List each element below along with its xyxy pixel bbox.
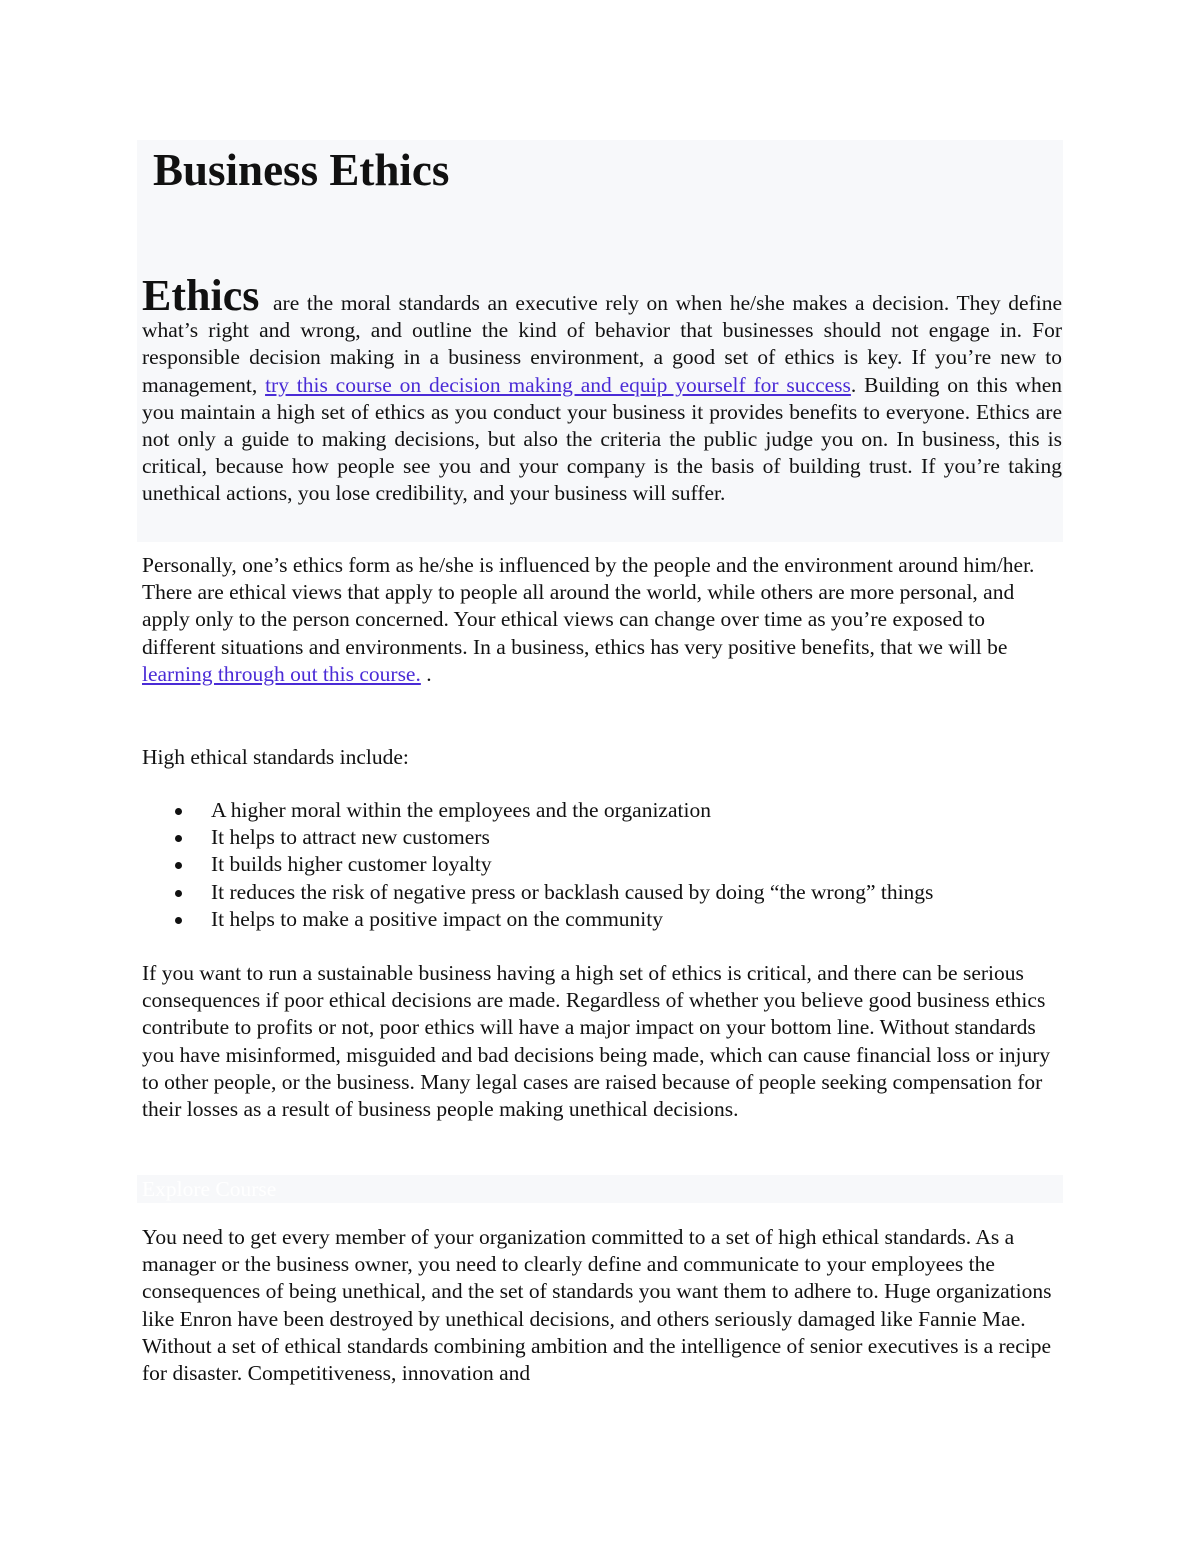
bullet-icon: [175, 917, 182, 924]
standards-list: [142, 797, 1062, 933]
sustainable-business-paragraph: If you want to run a sustainable business having a high set of ethics is critical, and there can be serious consequences if poor ethical decisions are made. Regardless of whether you believe good business ethics contribute to profits or not, poor ethics will have a major impact on your bottom line. Without standards you have misinformed, misguided and bad decisions being made, which can cause financial loss or injury to other people, or the business. Many legal cases are raised because of people seeking compensation for their losses as a result of business people making unethical decisions.: [142, 961, 1051, 1122]
course-learning-link[interactable]: learning through out this course.: [142, 661, 421, 686]
list-item: [142, 797, 1062, 824]
list-item: [142, 879, 1062, 906]
bullet-icon: [175, 890, 182, 897]
personal-ethics-text-end: .: [420, 661, 432, 686]
intro-lead-word: Ethics: [142, 271, 260, 320]
personal-ethics-text: Personally, one’s ethics form as he/she is influenced by the people and the environment around him/her. There are ethical views that apply to people all around the world, while others are more personal, and apply only to the person concerned. Your ethical views can change over time as you’re exposed to different situations and environments. In a business, ethics has very positive benefits, that we will be: [142, 553, 1035, 659]
intro-text-continued: . Building on this when you maintain a high set of ethics as you conduct your business it provides benefits to everyone. Ethics are not only a guide to making decisions, but also the criteria the public judge you on. In business, this is critical, because how people see you and your company is the basis of building trust. If you’re taking unethical actions, you lose credibility, and your business will suffer.: [142, 372, 1063, 506]
list-item-text: It builds higher customer loyalty: [211, 852, 492, 877]
list-item: [142, 824, 1062, 851]
bullet-icon: [175, 808, 182, 815]
bullet-icon: [175, 862, 182, 869]
list-intro: High ethical standards include:: [142, 745, 409, 769]
intro-paragraph: [142, 271, 1063, 508]
decision-making-course-link[interactable]: try this course on decision making and equip yourself for success: [265, 372, 851, 397]
commitment-paragraph: You need to get every member of your organization committed to a set of high ethical standards. As a manager or the business owner, you need to clearly define and communicate to your employees the consequences of being unethical, and the set of standards you want them to adhere to. Huge organizations like Enron have been destroyed by unethical decisions, and others seriously damaged like Fannie Mae. Without a set of ethical standards combining ambition and the intelligence of senior executives is a recipe for disaster. Competitiveness, innovation and: [142, 1225, 1052, 1386]
list-item-text: It helps to make a positive impact on the community: [211, 906, 664, 931]
list-item-text: It reduces the risk of negative press or backlash caused by doing “the wrong” things: [211, 879, 934, 904]
list-item-text: A higher moral within the employees and the organization: [211, 798, 711, 822]
bullet-icon: [175, 835, 182, 842]
list-item-text: It helps to attract new customers: [211, 825, 490, 850]
explore-course-button[interactable]: Explore Course: [142, 1177, 277, 1201]
page-title: Business Ethics: [153, 145, 450, 195]
list-item: [142, 906, 1062, 933]
intro-text: are the moral standards an executive rely on when he/she makes a decision. They define what’s right and wrong, and outline the kind of behavior that businesses should not engage in. For responsible decision making in a business environment, a good set of ethics is key. If you’re new to management,: [142, 291, 1062, 397]
list-item: [142, 851, 1062, 878]
personal-ethics-paragraph: [142, 552, 1062, 688]
